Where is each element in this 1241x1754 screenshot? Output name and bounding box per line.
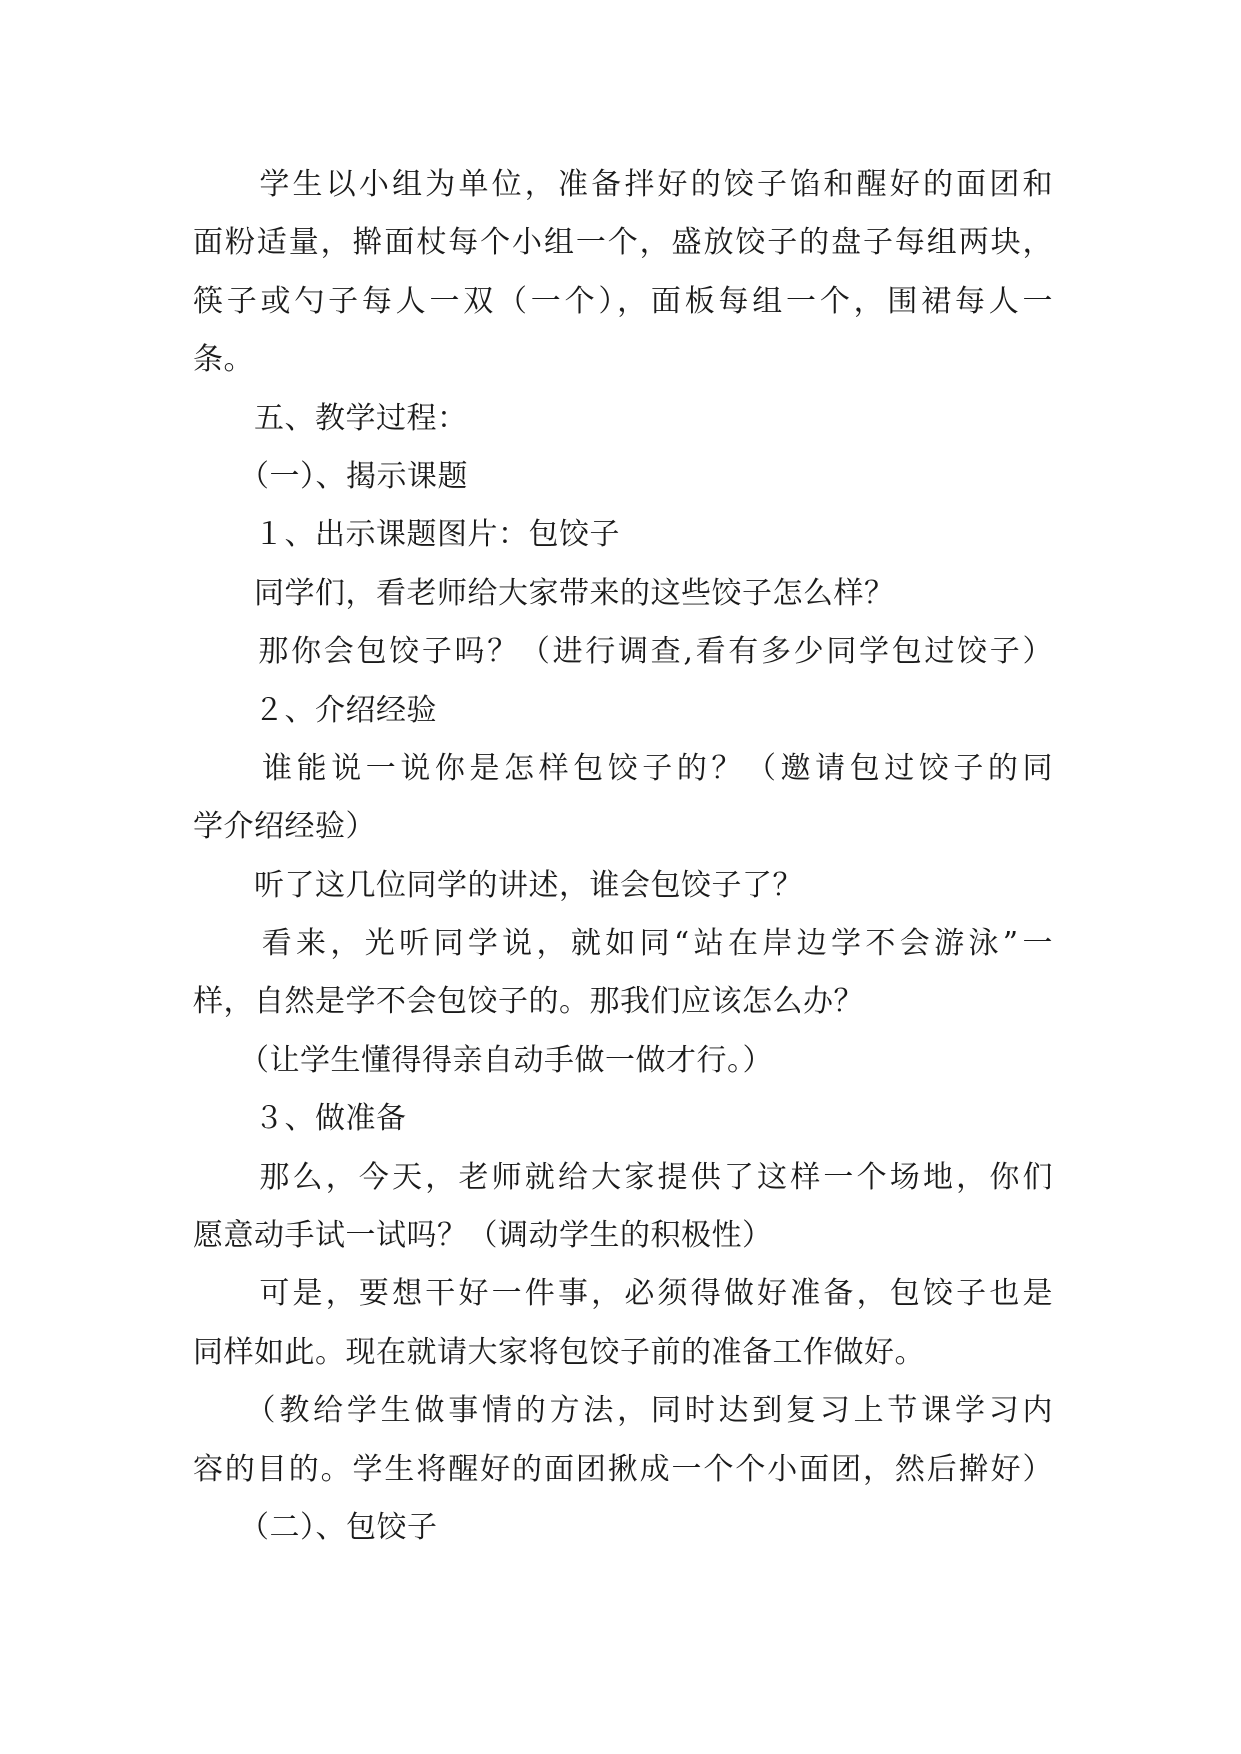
- document-body: [193, 156, 1053, 1557]
- text-line: 学介绍经验）: [193, 809, 376, 845]
- text-line: （二）、包饺子: [193, 1509, 438, 1545]
- text-line: 愿意动手试一试吗？（调动学生的积极性）: [193, 1218, 773, 1254]
- text-line: 筷子或勺子每人一双（一个），面板每组一个，围裙每人一: [193, 283, 1053, 319]
- text-line: （一）、揭示课题: [193, 458, 468, 494]
- text-line: 五、教学过程：: [193, 400, 468, 436]
- text-line: 学生以小组为单位，准备拌好的饺子馅和醒好的面团和: [193, 167, 1053, 202]
- text-line: 容的目的。学生将醒好的面团揪成一个个小面团，然后擀好）: [193, 1451, 1053, 1487]
- text-line: 看来，光听同学说，就如同“站在岸边学不会游泳”一: [193, 926, 1053, 962]
- text-line: 条。: [193, 342, 254, 378]
- text-line: 同样如此。现在就请大家将包饺子前的准备工作做好。: [193, 1334, 925, 1370]
- text-line: １、出示课题图片：包饺子: [193, 517, 620, 553]
- text-line: 面粉适量，擀面杖每个小组一个，盛放饺子的盘子每组两块，: [193, 225, 1053, 261]
- text-line: （让学生懂得得亲自动手做一做才行。）: [193, 1042, 773, 1078]
- text-line: 那么，今天，老师就给大家提供了这样一个场地，你们: [193, 1159, 1053, 1195]
- text-line: 同学们，看老师给大家带来的这些饺子怎么样？: [193, 575, 895, 611]
- text-line: 听了这几位同学的讲述，谁会包饺子了？: [193, 867, 803, 903]
- text-line: ２、介绍经验: [193, 692, 437, 728]
- text-line: 可是，要想干好一件事，必须得做好准备，包饺子也是: [193, 1276, 1053, 1312]
- text-line: （教给学生做事情的方法，同时达到复习上节课学习内: [193, 1393, 1053, 1429]
- text-line: 谁能说一说你是怎样包饺子的？（邀请包过饺子的同: [193, 750, 1053, 786]
- text-line: 那你会包饺子吗？（进行调查,看有多少同学包过饺子）: [193, 634, 1053, 670]
- text-line: 样，自然是学不会包饺子的。那我们应该怎么办？: [193, 984, 864, 1020]
- text-line: ３、做准备: [193, 1101, 407, 1137]
